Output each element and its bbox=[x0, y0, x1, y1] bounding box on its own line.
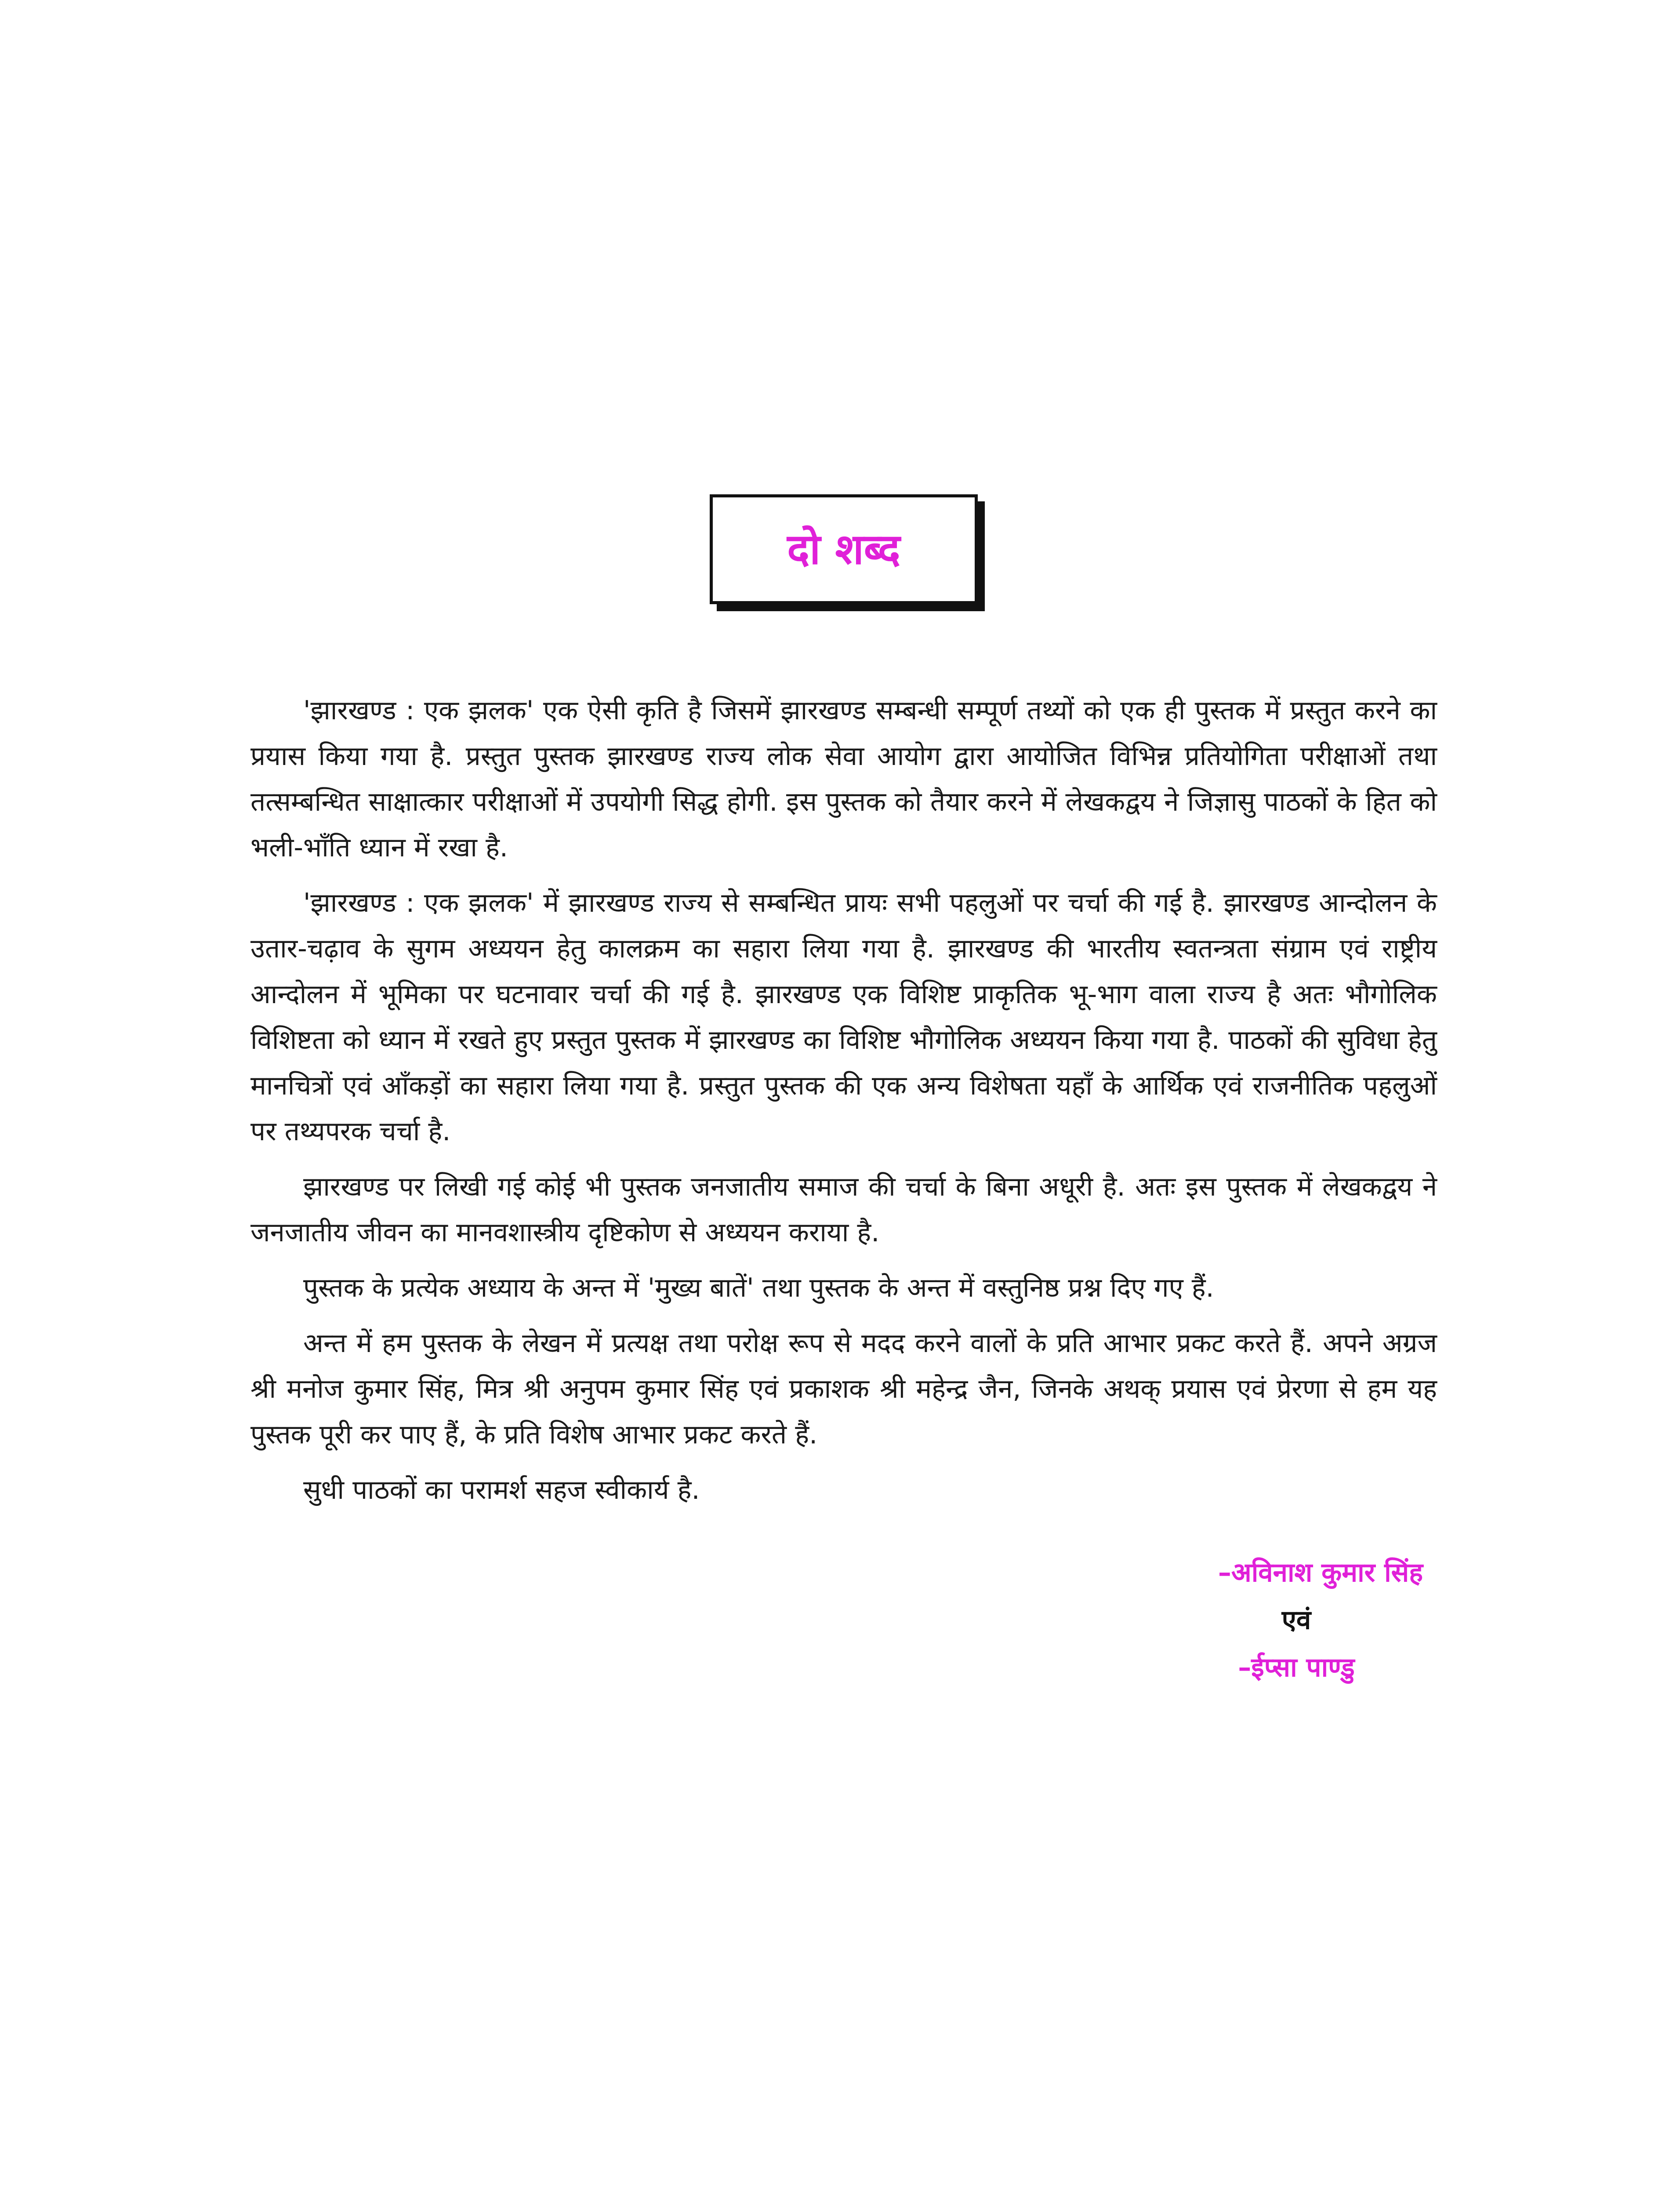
paragraph-tribal-society: झारखण्ड पर लिखी गई कोई भी पुस्तक जनजातीय समाज की चर्चा के बिना अधूरी है. अतः इस पुस्तक में लेखकद्वय ने जनजातीय जीवन का मानवशास्त्रीय दृष्टिकोण से अध्ययन कराया है. bbox=[250, 1171, 1437, 1248]
paragraph-contents: 'झारखण्ड : एक झलक' में झारखण्ड राज्य से सम्बन्धित प्रायः सभी पहलुओं पर चर्चा की गई है. झारखण्ड आन्दोलन के उतार-चढ़ाव के सुगम अध्ययन हेतु कालक्रम का सहारा लिया गया है. झारखण्ड की भारतीय स्वतन्त्रता संग्राम एवं राष्ट्रीय आन्दोलन में भूमिका पर घटनावार चर्चा की गई है. झारखण्ड एक विशिष्ट प्राकृतिक भू-भाग वाला राज्य है अतः भौगोलिक विशिष्टता को ध्यान में रखते हुए प्रस्तुत पुस्तक में झारखण्ड का विशिष्ट भौगोलिक अध्ययन किया गया है. पाठकों की सुविधा हेतु मानचित्रों एवं आँकड़ों का सहारा लिया गया है. प्रस्तुत पुस्तक की एक अन्य विशेषता यहाँ के आर्थिक एवं राजनीतिक पहलुओं पर तथ्यपरक चर्चा है. bbox=[250, 888, 1437, 1147]
author-name-2: –ईप्सा पाण्डु bbox=[1238, 1652, 1355, 1683]
paragraph-acknowledgement: अन्त में हम पुस्तक के लेखन में प्रत्यक्ष तथा परोक्ष रूप से मदद करने वालों के प्रति आभार प्रकट करते हैं. अपने अग्रज श्री मनोज कुमार सिंह, मित्र श्री अनुपम कुमार सिंह एवं प्रकाशक श्री महेन्द्र जैन, जिनके अथक् प्रयास एवं प्रेरणा से हम यह पुस्तक पूरी कर पाए हैं, के प्रति विशेष आभार प्रकट करते हैं. bbox=[250, 1328, 1437, 1450]
paragraph-chapter-features: पुस्तक के प्रत्येक अध्याय के अन्त में 'मुख्य बातें' तथा पुस्तक के अन्त में वस्तुनिष्ठ प्रश्न दिए गए हैं. bbox=[303, 1273, 1214, 1303]
page-title: दो शब्द bbox=[787, 525, 900, 574]
preface-body bbox=[250, 688, 1437, 1523]
author-name-1: –अविनाश कुमार सिंह bbox=[1218, 1557, 1423, 1588]
title-box bbox=[710, 494, 978, 604]
signature-block bbox=[1099, 1549, 1494, 1691]
author-joiner: एवं bbox=[1281, 1605, 1311, 1635]
paragraph-intro: 'झारखण्ड : एक झलक' एक ऐसी कृति है जिसमें झारखण्ड सम्बन्धी सम्पूर्ण तथ्यों को एक ही पुस्तक में प्रस्तुत करने का प्रयास किया गया है. प्रस्तुत पुस्तक झारखण्ड राज्य लोक सेवा आयोग द्वारा आयोजित विभिन्न प्रतियोगिता परीक्षाओं तथा तत्सम्बन्धित साक्षात्कार परीक्षाओं में उपयोगी सिद्ध होगी. इस पुस्तक को तैयार करने में लेखकद्वय ने जिज्ञासु पाठकों के हित को भली-भाँति ध्यान में रखा है. bbox=[250, 695, 1437, 863]
paragraph-closing: सुधी पाठकों का परामर्श सहज स्वीकार्य है. bbox=[303, 1475, 700, 1505]
